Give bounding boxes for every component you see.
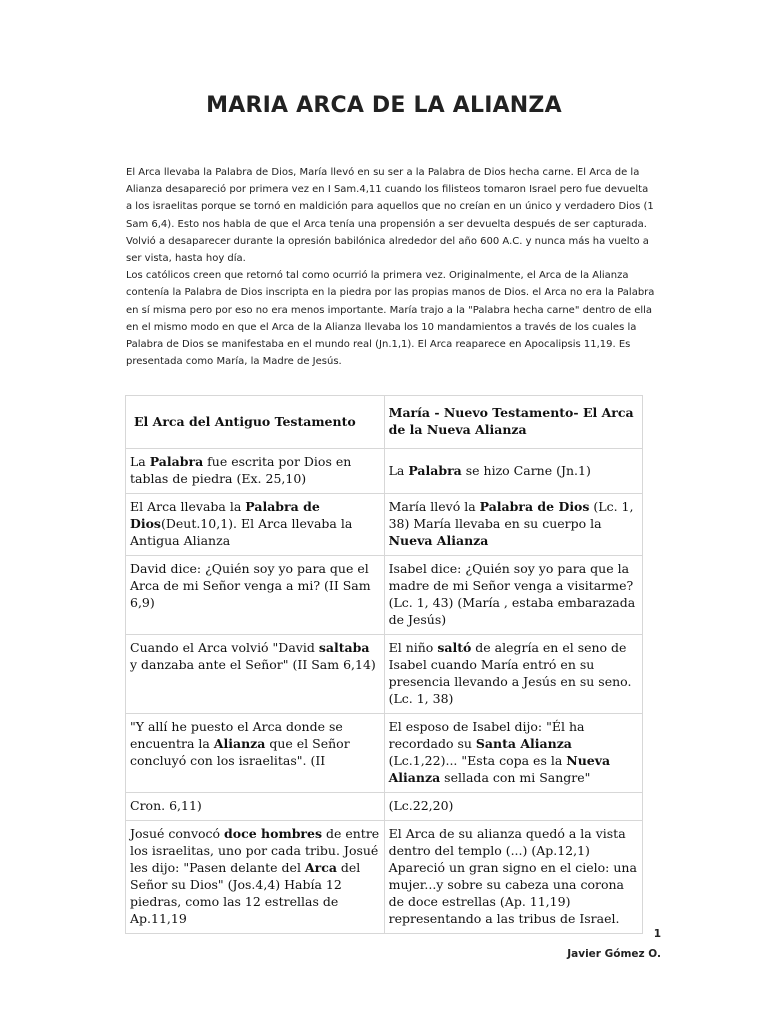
- emphasis-text: Arca: [304, 860, 337, 875]
- emphasis-text: Palabra de Dios: [479, 499, 590, 514]
- cell-text: (Lc. 1, 38) María llevaba en su cuerpo la: [388, 499, 634, 531]
- old-testament-cell: [126, 635, 385, 714]
- cell-text: La: [388, 462, 409, 478]
- cell-text: Cron. 6,11): [130, 798, 202, 813]
- page-footer: [567, 924, 661, 964]
- old-testament-cell: [126, 494, 385, 556]
- old-testament-cell: [126, 793, 385, 821]
- author-name: Javier Gómez O.: [567, 948, 661, 960]
- cell-text: sellada con mi Sangre": [440, 770, 591, 785]
- intro-paragraph-1: El Arca llevaba la Palabra de Dios, María llevó en su ser a la Palabra de Dios hecha carne. El Arca de la Alianza desapareció por primera vez en I Sam.4,11 cuando los filisteos tomaron Israel pero fue devuelta a los israelitas porque se tornó en maldición para aquellos que no creían en un único y verdadero Dios (1 Sam 6,4). Esto nos habla de que el Arca tenía una propensión a ser devuelta después de ser capturada. Volvió a desaparecer durante la opresión babilónica alrededor del año 600 A.C. y nunca más ha vuelto a ser vista, hasta hoy día.: [126, 167, 654, 265]
- cell-text: de entre los israelitas, uno por cada tribu. Josué les dijo: "Pasen delante del: [130, 826, 380, 875]
- table-row: [126, 556, 643, 635]
- cell-text: (Lc.1,22)... "Esta copa es la: [388, 753, 567, 768]
- table-row: [126, 449, 643, 494]
- cell-text: David dice: ¿Quién soy yo para que el Arca de mi Señor venga a mi? (II Sam 6,9): [130, 561, 371, 610]
- intro-paragraph-2: Los católicos creen que retornó tal como ocurrió la primera vez. Originalmente, el Arca de la Alianza contenía la Palabra de Dios inscripta en la piedra por las propias manos de Dios. el Arca no era la Palabra en sí misma pero por eso no era menos importante. María trajo a la "Palabra hecha carne" dentro de ella en el mismo modo en que el Arca de la Alianza llevaba los 10 mandamientos a través de los cuales la Palabra de Dios se manifestaba en el mundo real (Jn.1,1). El Arca reaparece en Apocalipsis 11,19. Es presentada como María, la Madre de Jesús.: [126, 270, 655, 368]
- document-title: MARIA ARCA DE LA ALIANZA: [206, 93, 562, 118]
- new-testament-cell: [384, 793, 642, 821]
- cell-text: Cuando el Arca volvió "David: [130, 640, 319, 655]
- cell-text: de alegría en el seno de Isabel cuando María entró en su presencia llevando a Jesús en su seno. (Lc. 1, 38): [388, 640, 632, 706]
- comparison-table: [125, 395, 643, 934]
- table-row: [126, 494, 643, 556]
- cell-text: La: [130, 454, 150, 469]
- header-old-testament: El Arca del Antiguo Testamento: [126, 396, 385, 449]
- new-testament-cell: [384, 714, 642, 793]
- emphasis-text: Nueva Alianza: [388, 753, 611, 785]
- cell-text: y danzaba ante el Señor" (II Sam 6,14): [130, 657, 376, 672]
- emphasis-text: Palabra: [149, 454, 204, 469]
- cell-text: El Arca llevaba la: [130, 499, 246, 514]
- cell-text: del Señor su Dios" (Jos.4,4) Había 12 piedras, como las 12 estrellas de Ap.11,19: [130, 860, 361, 926]
- emphasis-text: doce hombres: [224, 826, 323, 841]
- cell-text: El esposo de Isabel dijo: "Él ha recordado su: [388, 719, 585, 751]
- emphasis-text: Santa Alianza: [475, 736, 572, 751]
- table-row: [126, 714, 643, 793]
- table-row: [126, 793, 643, 821]
- cell-text: El Arca de su alianza quedó a la vista dentro del templo (...) (Ap.12,1) Apareció un gran signo en el cielo: una mujer...y sobre su cabeza una corona de doce estrellas (Ap. 11,19) representando a las tribus de Israel.: [388, 826, 637, 926]
- cell-text: fue escrita por Dios en tablas de piedra (Ex. 25,10): [130, 454, 352, 486]
- cell-text: Isabel dice: ¿Quién soy yo para que la madre de mi Señor venga a visitarme? (Lc. 1, 43) (María , estaba embarazada de Jesús): [388, 561, 636, 627]
- cell-text: María llevó la: [388, 499, 480, 514]
- emphasis-text: Palabra: [408, 462, 462, 478]
- emphasis-text: Palabra de Dios: [130, 499, 320, 531]
- cell-text: Josué convocó: [130, 826, 225, 841]
- cell-text: El niño: [388, 640, 438, 655]
- old-testament-cell: [126, 556, 385, 635]
- intro-text: [126, 164, 656, 370]
- table-row: [126, 821, 643, 934]
- emphasis-text: saltó: [437, 640, 472, 655]
- emphasis-text: Nueva Alianza: [388, 533, 489, 548]
- page-number: 1: [653, 928, 661, 940]
- old-testament-cell: [126, 449, 385, 494]
- cell-text: "Y allí he puesto el Arca donde se encuentra la: [130, 719, 343, 751]
- cell-text: (Lc.22,20): [388, 798, 454, 813]
- cell-text: (Deut.10,1). El Arca llevaba la Antigua Alianza: [130, 516, 353, 548]
- comparison-table-body: [126, 396, 643, 934]
- old-testament-cell: [126, 821, 385, 934]
- cell-text: se hizo Carne (Jn.1): [461, 462, 591, 478]
- new-testament-cell: [384, 556, 642, 635]
- cell-text: que el Señor concluyó con los israelitas". (II: [130, 736, 350, 768]
- emphasis-text: Alianza: [213, 736, 266, 751]
- emphasis-text: saltaba: [318, 640, 370, 655]
- table-header-row: [126, 396, 643, 449]
- new-testament-cell: [384, 494, 642, 556]
- new-testament-cell: [384, 821, 642, 934]
- old-testament-cell: [126, 714, 385, 793]
- new-testament-cell: [384, 449, 642, 494]
- table-row: [126, 635, 643, 714]
- header-new-testament: María - Nuevo Testamento- El Arca de la Nueva Alianza: [384, 396, 642, 449]
- new-testament-cell: [384, 635, 642, 714]
